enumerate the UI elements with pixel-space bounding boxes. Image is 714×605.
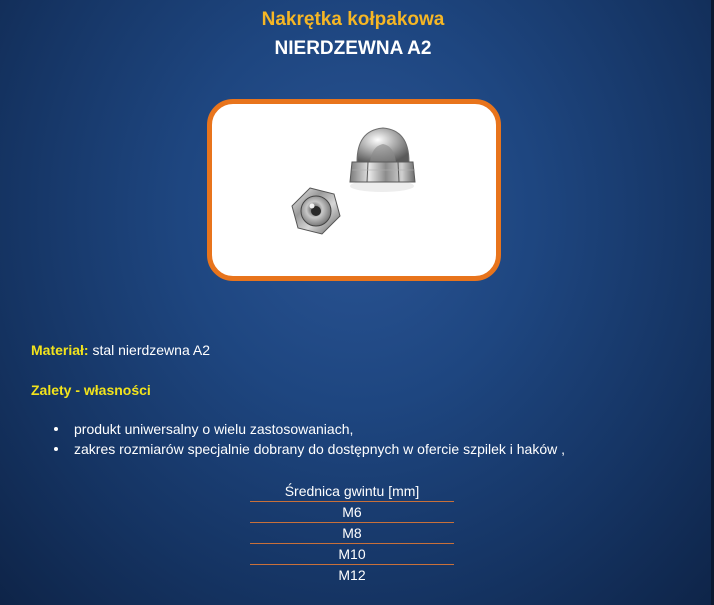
list-item-text: zakres rozmiarów specjalnie dobrany do dostępnych w ofercie szpilek i haków , [74,441,566,457]
table-cell: M6 [250,502,454,523]
table-cell: M12 [338,567,366,583]
list-item [54,419,565,439]
bullet-icon [54,427,58,431]
cap-nut-photo [212,104,496,276]
advantages-list [54,419,565,459]
bullet-icon [54,447,58,451]
page-subtitle: NIERDZEWNA A2 [274,38,432,59]
product-photo-frame [207,99,501,281]
table-row [250,523,454,544]
table-row [250,565,454,586]
material-line [31,342,210,358]
material-value: stal nierdzewna A2 [88,342,210,358]
advantages-heading: Zalety - własności [31,382,151,398]
table-row [250,544,454,565]
table-row [250,502,454,523]
table-header-cell: Średnica gwintu [mm] [250,480,454,502]
page-title: Nakrętka kołpakowa [261,9,445,30]
list-item-text: produkt uniwersalny o wielu zastosowaniach, [74,421,354,437]
sizes-table [250,480,454,585]
table-cell: M8 [250,523,454,544]
material-label: Materiał: [31,342,89,358]
table-cell: M10 [250,544,454,565]
table-header-row [250,480,454,502]
list-item [54,439,565,459]
